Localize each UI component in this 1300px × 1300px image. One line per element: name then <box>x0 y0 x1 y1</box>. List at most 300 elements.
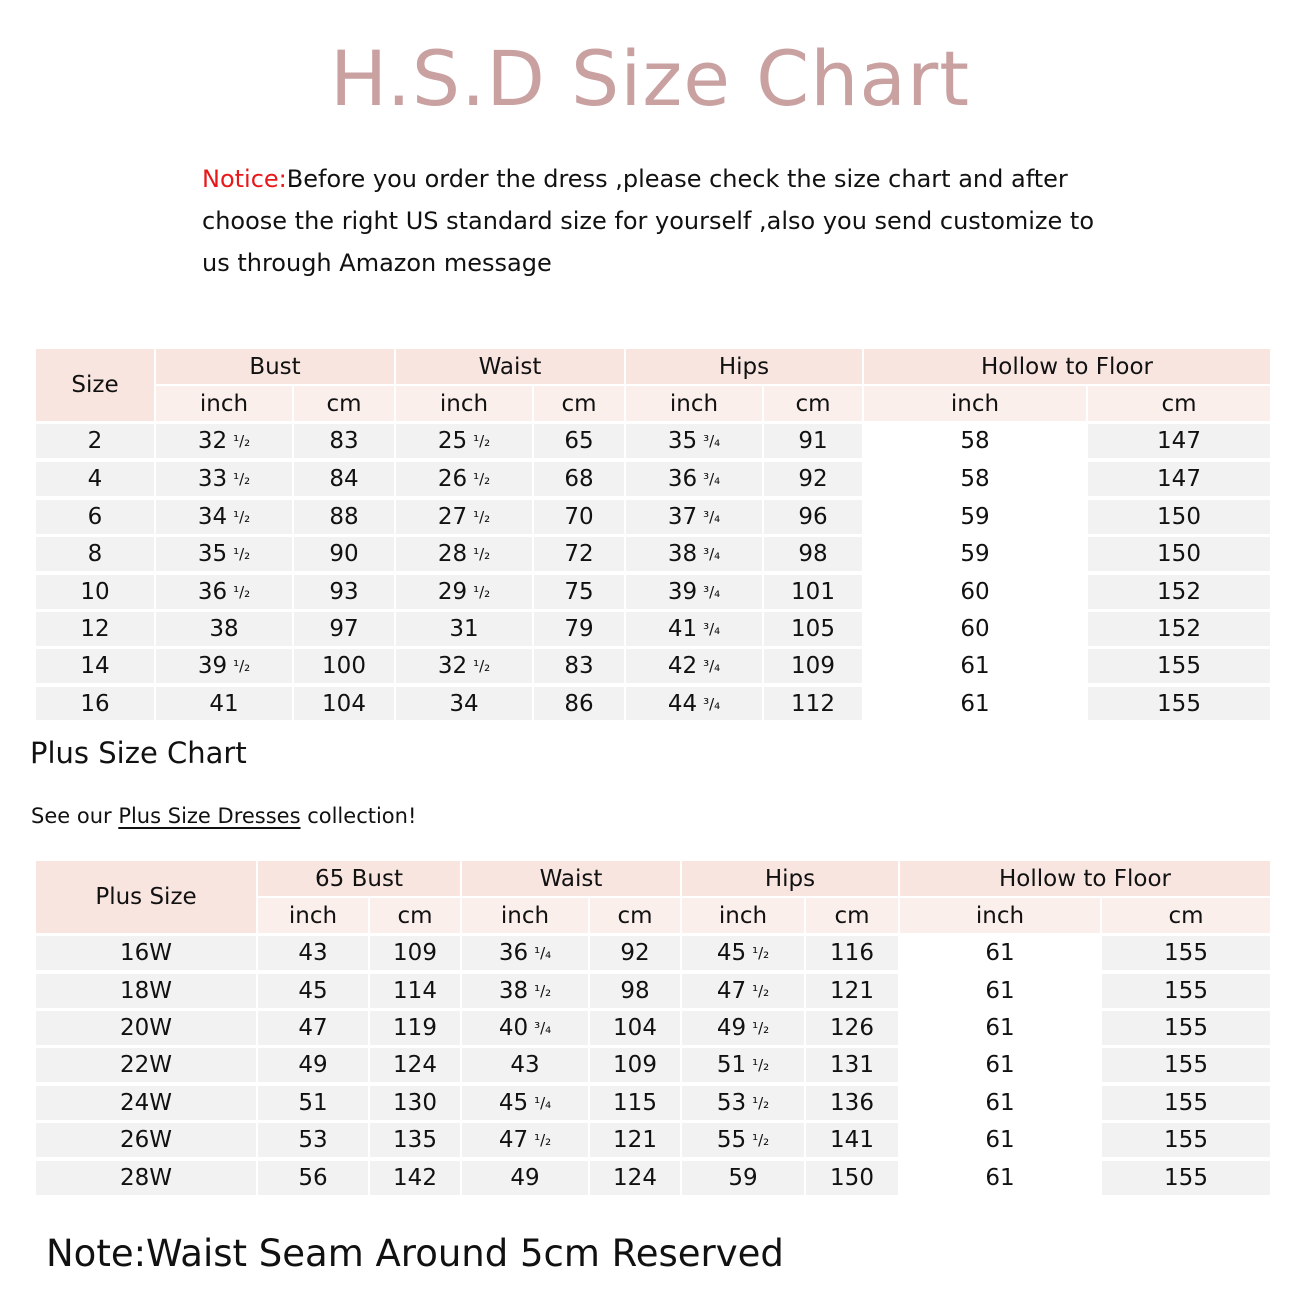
plus-value-cell <box>1102 1086 1270 1120</box>
plus-value-cell <box>682 1123 804 1157</box>
plus-unit-header-text: cm <box>1168 902 1204 929</box>
standard-value-cell-text: 29 <box>437 579 468 605</box>
standard-value-cell <box>156 687 292 720</box>
standard-unit-header-text: inch <box>199 390 249 417</box>
standard-value-cell-text: 88 <box>329 504 359 530</box>
plus-unit-header-text: inch <box>288 902 338 929</box>
plus-value-cell <box>258 1086 368 1120</box>
standard-value-cell-fraction: ³/₄ <box>703 657 721 675</box>
plus-unit-header <box>682 898 804 933</box>
standard-value-cell-fraction: ¹/₂ <box>233 508 251 526</box>
notice-text <box>202 158 1102 284</box>
standard-value-cell <box>764 462 862 496</box>
standard-value-cell-text: 109 <box>791 653 835 679</box>
standard-group-header <box>396 349 624 384</box>
standard-value-cell-text: 147 <box>1157 428 1201 454</box>
standard-value-cell <box>1088 687 1270 720</box>
standard-group-header-text: Hips <box>718 353 770 380</box>
plus-value-cell-text: 104 <box>613 1015 657 1041</box>
standard-value-cell-text: 91 <box>798 428 828 454</box>
plus-value-cell-text: 43 <box>510 1052 540 1078</box>
plus-size-cell-text: 20W <box>119 1015 172 1041</box>
standard-value-cell <box>396 500 532 534</box>
plus-size-link-line <box>31 804 416 828</box>
standard-value-cell <box>764 424 862 458</box>
plus-value-cell <box>900 1048 1100 1082</box>
plus-value-cell-text: 45 <box>298 978 328 1004</box>
plus-value-cell-text: 49 <box>716 1015 747 1041</box>
standard-value-cell-text: 27 <box>437 504 468 530</box>
standard-group-header <box>626 349 862 384</box>
standard-value-cell <box>1088 462 1270 496</box>
standard-value-cell <box>294 462 394 496</box>
plus-value-cell <box>370 936 460 970</box>
standard-value-cell-text: 41 <box>209 690 239 717</box>
plus-size-header <box>36 861 256 933</box>
standard-unit-header <box>626 386 762 421</box>
plus-value-cell-text: 47 <box>298 1015 328 1041</box>
plus-value-cell <box>370 1048 460 1082</box>
plus-value-cell-text: 45 <box>498 1090 529 1116</box>
standard-value-cell-text: 31 <box>449 616 479 642</box>
plus-value-cell-text: 53 <box>298 1127 328 1153</box>
standard-value-cell-text: 41 <box>667 616 698 642</box>
standard-size-cell <box>36 500 154 534</box>
plus-value-cell-text: 45 <box>716 940 747 966</box>
plus-unit-header <box>806 898 898 933</box>
plus-value-cell-text: 114 <box>393 978 437 1004</box>
standard-value-cell <box>764 612 862 646</box>
plus-unit-header <box>258 898 368 933</box>
plus-value-cell-text: 47 <box>716 978 747 1004</box>
standard-unit-header-text: inch <box>669 390 719 417</box>
standard-value-cell <box>396 537 532 571</box>
plus-value-cell-text: 124 <box>613 1165 657 1191</box>
plus-value-cell-text: 61 <box>985 940 1015 966</box>
standard-value-cell-text: 36 <box>667 466 698 492</box>
standard-group-header-text: Bust <box>249 353 301 380</box>
standard-value-cell-text: 96 <box>798 504 828 530</box>
plus-value-cell <box>258 1011 368 1045</box>
standard-value-cell-fraction: ¹/₂ <box>233 657 251 675</box>
standard-size-cell-text: 12 <box>80 616 110 642</box>
plus-value-cell <box>806 1011 898 1045</box>
standard-value-cell <box>626 687 762 720</box>
plus-unit-header <box>1102 898 1270 933</box>
plus-unit-header-text: cm <box>397 902 433 929</box>
standard-value-cell <box>626 537 762 571</box>
plus-unit-header-text: inch <box>975 902 1025 929</box>
plus-value-cell <box>806 974 898 1008</box>
plus-value-cell-fraction: ¹/₄ <box>534 944 552 962</box>
standard-value-cell-text: 84 <box>329 466 359 492</box>
plus-value-cell-text: 141 <box>830 1127 874 1153</box>
plus-value-cell-text: 92 <box>620 940 650 966</box>
plus-value-cell <box>1102 974 1270 1008</box>
plus-value-cell-text: 47 <box>498 1127 529 1153</box>
standard-value-cell-text: 39 <box>667 579 698 605</box>
standard-size-cell <box>36 687 154 720</box>
standard-value-cell <box>396 424 532 458</box>
standard-value-cell-text: 104 <box>322 690 366 717</box>
standard-value-cell-text: 72 <box>564 541 594 567</box>
standard-group-header-text: Waist <box>478 353 542 380</box>
plus-value-cell-fraction: ¹/₂ <box>534 982 552 1000</box>
plus-value-cell <box>682 936 804 970</box>
plus-value-cell-text: 61 <box>985 1090 1015 1116</box>
standard-size-cell <box>36 649 154 683</box>
plus-value-cell <box>806 1086 898 1120</box>
plus-size-cell <box>36 974 256 1008</box>
plus-value-cell-text: 36 <box>498 940 529 966</box>
page-title: H.S.D Size Chart <box>329 34 971 123</box>
standard-unit-header-text: cm <box>1161 390 1197 417</box>
standard-value-cell-text: 35 <box>667 428 698 454</box>
standard-value-cell <box>626 500 762 534</box>
plus-group-header <box>258 861 460 896</box>
standard-value-cell <box>294 500 394 534</box>
standard-value-cell <box>864 687 1086 720</box>
plus-size-cell-text: 18W <box>119 978 172 1004</box>
plus-size-dresses-link[interactable]: Plus Size Dresses <box>118 804 301 828</box>
standard-value-cell-text: 25 <box>437 428 468 454</box>
plus-value-cell <box>370 1123 460 1157</box>
standard-value-cell <box>1088 537 1270 571</box>
standard-value-cell-text: 44 <box>667 690 698 717</box>
plus-unit-header-text: cm <box>617 902 653 929</box>
standard-group-header-text: Hollow to Floor <box>981 353 1153 380</box>
plus-value-cell-text: 131 <box>830 1052 874 1078</box>
plus-value-cell <box>590 974 680 1008</box>
plus-value-cell <box>1102 1123 1270 1157</box>
plus-value-cell-fraction: ¹/₂ <box>752 944 770 962</box>
standard-value-cell-text: 61 <box>960 690 990 717</box>
plus-unit-header <box>462 898 588 933</box>
standard-value-cell <box>864 575 1086 609</box>
plus-value-cell <box>590 1123 680 1157</box>
standard-value-cell-fraction: ³/₄ <box>703 545 721 563</box>
standard-value-cell-text: 58 <box>960 428 990 454</box>
standard-size-cell <box>36 575 154 609</box>
plus-value-cell <box>682 974 804 1008</box>
standard-value-cell <box>156 649 292 683</box>
standard-size-cell-text: 16 <box>80 690 110 717</box>
standard-value-cell <box>534 687 624 720</box>
standard-value-cell <box>534 462 624 496</box>
standard-value-cell <box>764 575 862 609</box>
plus-value-cell-text: 109 <box>613 1052 657 1078</box>
plus-value-cell <box>370 974 460 1008</box>
plus-value-cell-fraction: ¹/₄ <box>534 1094 552 1112</box>
plus-value-cell-text: 53 <box>716 1090 747 1116</box>
plus-value-cell <box>462 1086 588 1120</box>
plus-size-cell-text: 22W <box>119 1052 172 1078</box>
plus-value-cell-fraction: ¹/₂ <box>752 1056 770 1074</box>
standard-value-cell-fraction: ¹/₂ <box>473 470 491 488</box>
plus-value-cell-text: 115 <box>613 1090 657 1116</box>
plus-unit-header-text: inch <box>718 902 768 929</box>
standard-value-cell-fraction: ³/₄ <box>703 432 721 450</box>
standard-unit-header <box>864 386 1086 421</box>
standard-value-cell-text: 59 <box>960 504 990 530</box>
plus-value-cell <box>258 1048 368 1082</box>
plus-value-cell-text: 116 <box>830 940 874 966</box>
standard-value-cell <box>1088 500 1270 534</box>
plus-value-cell-text: 126 <box>830 1015 874 1041</box>
plus-value-cell-text: 56 <box>298 1165 328 1191</box>
standard-unit-header <box>534 386 624 421</box>
standard-value-cell-text: 105 <box>791 616 835 642</box>
standard-size-cell <box>36 612 154 646</box>
standard-value-cell-text: 42 <box>667 653 698 679</box>
standard-value-cell-text: 70 <box>564 504 594 530</box>
standard-value-cell-text: 79 <box>564 616 594 642</box>
plus-value-cell <box>900 1123 1100 1157</box>
standard-value-cell-text: 34 <box>197 504 228 530</box>
plus-value-cell <box>806 936 898 970</box>
standard-value-cell <box>534 424 624 458</box>
plus-value-cell <box>1102 1011 1270 1045</box>
standard-value-cell-text: 150 <box>1157 541 1201 567</box>
standard-unit-header-text: cm <box>561 390 597 417</box>
plus-value-cell <box>900 1086 1100 1120</box>
standard-value-cell-text: 39 <box>197 653 228 679</box>
standard-value-cell <box>294 537 394 571</box>
plus-value-cell <box>900 936 1100 970</box>
standard-value-cell-text: 36 <box>197 579 228 605</box>
plus-value-cell-text: 61 <box>985 1127 1015 1153</box>
plus-value-cell-text: 119 <box>393 1015 437 1041</box>
plus-value-cell-text: 49 <box>298 1052 328 1078</box>
plus-size-cell <box>36 1011 256 1045</box>
standard-value-cell <box>764 649 862 683</box>
plus-value-cell-text: 155 <box>1164 940 1208 966</box>
standard-size-cell-text: 4 <box>87 466 103 492</box>
standard-value-cell-text: 90 <box>329 541 359 567</box>
standard-unit-header-text: inch <box>950 390 1000 417</box>
standard-size-cell-text: 14 <box>80 653 110 679</box>
plus-value-cell-text: 61 <box>985 1052 1015 1078</box>
standard-value-cell-text: 32 <box>197 428 228 454</box>
standard-value-cell-text: 101 <box>791 579 835 605</box>
plus-value-cell-text: 61 <box>985 1015 1015 1041</box>
standard-value-cell <box>294 575 394 609</box>
plus-size-cell <box>36 1123 256 1157</box>
standard-value-cell <box>1088 575 1270 609</box>
standard-value-cell-text: 83 <box>564 653 594 679</box>
standard-value-cell <box>156 500 292 534</box>
standard-value-cell-text: 37 <box>667 504 698 530</box>
standard-value-cell-fraction: ¹/₂ <box>233 432 251 450</box>
plus-value-cell-text: 40 <box>498 1015 529 1041</box>
plus-group-header-text: Waist <box>539 865 603 892</box>
standard-value-cell <box>156 537 292 571</box>
plus-value-cell <box>370 1011 460 1045</box>
standard-value-cell-fraction: ³/₄ <box>703 508 721 526</box>
plus-value-cell <box>258 1161 368 1195</box>
plus-size-cell <box>36 936 256 970</box>
standard-unit-header <box>294 386 394 421</box>
plus-value-cell-fraction: ³/₄ <box>534 1019 552 1037</box>
notice-line-2: choose the right US standard size for yourself ,also you send customize to <box>202 207 1095 235</box>
standard-value-cell-fraction: ³/₄ <box>703 470 721 488</box>
standard-value-cell-text: 59 <box>960 541 990 567</box>
standard-value-cell-text: 32 <box>437 653 468 679</box>
plus-value-cell-text: 38 <box>498 978 529 1004</box>
standard-value-cell <box>294 612 394 646</box>
standard-value-cell <box>1088 649 1270 683</box>
plus-value-cell-fraction: ¹/₂ <box>752 1094 770 1112</box>
plus-value-cell <box>462 1123 588 1157</box>
standard-value-cell <box>1088 612 1270 646</box>
plus-value-cell <box>590 1086 680 1120</box>
standard-value-cell <box>156 575 292 609</box>
standard-value-cell-text: 98 <box>798 541 828 567</box>
standard-unit-header <box>1088 386 1270 421</box>
standard-value-cell-text: 112 <box>791 690 835 717</box>
plus-value-cell <box>1102 1161 1270 1195</box>
standard-value-cell-text: 28 <box>437 541 468 567</box>
standard-value-cell-text: 75 <box>564 579 594 605</box>
standard-value-cell <box>156 462 292 496</box>
plus-unit-header-text: cm <box>834 902 870 929</box>
standard-unit-header <box>764 386 862 421</box>
plus-value-cell <box>900 1161 1100 1195</box>
plus-value-cell <box>462 1161 588 1195</box>
plus-value-cell <box>462 1011 588 1045</box>
plus-value-cell-fraction: ¹/₂ <box>534 1131 552 1149</box>
plus-value-cell <box>682 1086 804 1120</box>
standard-value-cell-fraction: ³/₄ <box>703 694 721 713</box>
plus-group-header-text: Hips <box>764 865 816 892</box>
notice-line-3: us through Amazon message <box>202 249 552 277</box>
plus-group-header-text: 65 Bust <box>315 865 403 892</box>
standard-value-cell <box>864 500 1086 534</box>
plus-value-cell <box>682 1161 804 1195</box>
standard-value-cell-text: 93 <box>329 579 359 605</box>
standard-value-cell-text: 26 <box>437 466 468 492</box>
standard-unit-header <box>156 386 292 421</box>
standard-value-cell-text: 60 <box>960 579 990 605</box>
standard-value-cell-text: 147 <box>1157 466 1201 492</box>
plus-value-cell-text: 59 <box>728 1165 758 1191</box>
plus-link-suffix: collection! <box>300 804 417 828</box>
standard-value-cell <box>764 537 862 571</box>
standard-size-cell-text: 2 <box>87 428 103 454</box>
plus-value-cell-text: 51 <box>298 1090 328 1116</box>
plus-value-cell-fraction: ¹/₂ <box>752 982 770 1000</box>
plus-value-cell-fraction: ¹/₂ <box>752 1019 770 1037</box>
standard-value-cell-text: 34 <box>449 690 479 717</box>
standard-value-cell-fraction: ¹/₂ <box>473 657 491 675</box>
standard-value-cell-text: 150 <box>1157 504 1201 530</box>
standard-group-header <box>156 349 394 384</box>
plus-value-cell <box>1102 1048 1270 1082</box>
plus-value-cell-text: 109 <box>393 940 437 966</box>
plus-value-cell-text: 98 <box>620 978 650 1004</box>
standard-value-cell <box>534 537 624 571</box>
plus-value-cell <box>370 1161 460 1195</box>
standard-value-cell <box>626 575 762 609</box>
standard-value-cell-text: 61 <box>960 653 990 679</box>
plus-value-cell-text: 155 <box>1164 1090 1208 1116</box>
plus-size-cell-text: 28W <box>119 1165 172 1191</box>
standard-value-cell <box>1088 424 1270 458</box>
plus-group-header <box>900 861 1270 896</box>
standard-value-cell <box>534 500 624 534</box>
standard-value-cell-text: 83 <box>329 428 359 454</box>
standard-value-cell-text: 38 <box>209 616 239 642</box>
standard-value-cell-text: 60 <box>960 616 990 642</box>
standard-value-cell <box>864 424 1086 458</box>
standard-value-cell <box>396 649 532 683</box>
standard-value-cell <box>534 649 624 683</box>
plus-value-cell-text: 51 <box>716 1052 747 1078</box>
plus-size-cell-text: 24W <box>119 1090 172 1116</box>
plus-value-cell-text: 49 <box>510 1165 540 1191</box>
standard-value-cell <box>294 649 394 683</box>
standard-unit-header-text: inch <box>439 390 489 417</box>
plus-unit-header <box>370 898 460 933</box>
plus-group-header-text: Hollow to Floor <box>999 865 1171 892</box>
standard-value-cell-text: 68 <box>564 466 594 492</box>
standard-value-cell <box>864 649 1086 683</box>
standard-value-cell <box>396 687 532 720</box>
notice-label: Notice: <box>202 165 287 193</box>
standard-value-cell <box>396 575 532 609</box>
plus-value-cell-text: 155 <box>1164 1127 1208 1153</box>
standard-value-cell-text: 86 <box>564 690 594 717</box>
notice-line-1-text: Before you order the dress ,please check the size chart and after <box>286 165 1068 193</box>
notice-line-1 <box>202 158 1102 200</box>
plus-value-cell-text: 130 <box>393 1090 437 1116</box>
standard-value-cell-text: 38 <box>667 541 698 567</box>
standard-value-cell-text: 100 <box>322 653 366 679</box>
plus-value-cell-text: 155 <box>1164 1052 1208 1078</box>
standard-size-header <box>36 349 154 421</box>
standard-value-cell-fraction: ¹/₂ <box>473 545 491 563</box>
standard-value-cell <box>156 424 292 458</box>
standard-value-cell <box>864 537 1086 571</box>
plus-value-cell-text: 43 <box>298 940 328 966</box>
plus-value-cell-text: 121 <box>830 978 874 1004</box>
plus-size-cell-text: 16W <box>119 940 172 966</box>
standard-value-cell-fraction: ¹/₂ <box>233 470 251 488</box>
standard-value-cell <box>156 612 292 646</box>
plus-value-cell-text: 155 <box>1164 1165 1208 1191</box>
plus-value-cell <box>370 1086 460 1120</box>
plus-value-cell-text: 142 <box>393 1165 437 1191</box>
plus-value-cell <box>590 1048 680 1082</box>
plus-value-cell <box>806 1161 898 1195</box>
plus-value-cell <box>900 974 1100 1008</box>
standard-value-cell-text: 35 <box>197 541 228 567</box>
plus-value-cell <box>258 1123 368 1157</box>
standard-value-cell <box>396 462 532 496</box>
standard-value-cell <box>534 612 624 646</box>
standard-value-cell-text: 92 <box>798 466 828 492</box>
plus-size-header-text: Plus Size <box>95 884 197 910</box>
plus-value-cell-fraction: ¹/₂ <box>752 1131 770 1149</box>
standard-value-cell-text: 65 <box>564 428 594 454</box>
plus-unit-header <box>590 898 680 933</box>
plus-value-cell <box>900 1011 1100 1045</box>
plus-group-header <box>462 861 680 896</box>
standard-value-cell-fraction: ¹/₂ <box>473 432 491 450</box>
standard-value-cell-fraction: ³/₄ <box>703 620 721 638</box>
plus-value-cell <box>258 936 368 970</box>
plus-value-cell <box>462 1048 588 1082</box>
